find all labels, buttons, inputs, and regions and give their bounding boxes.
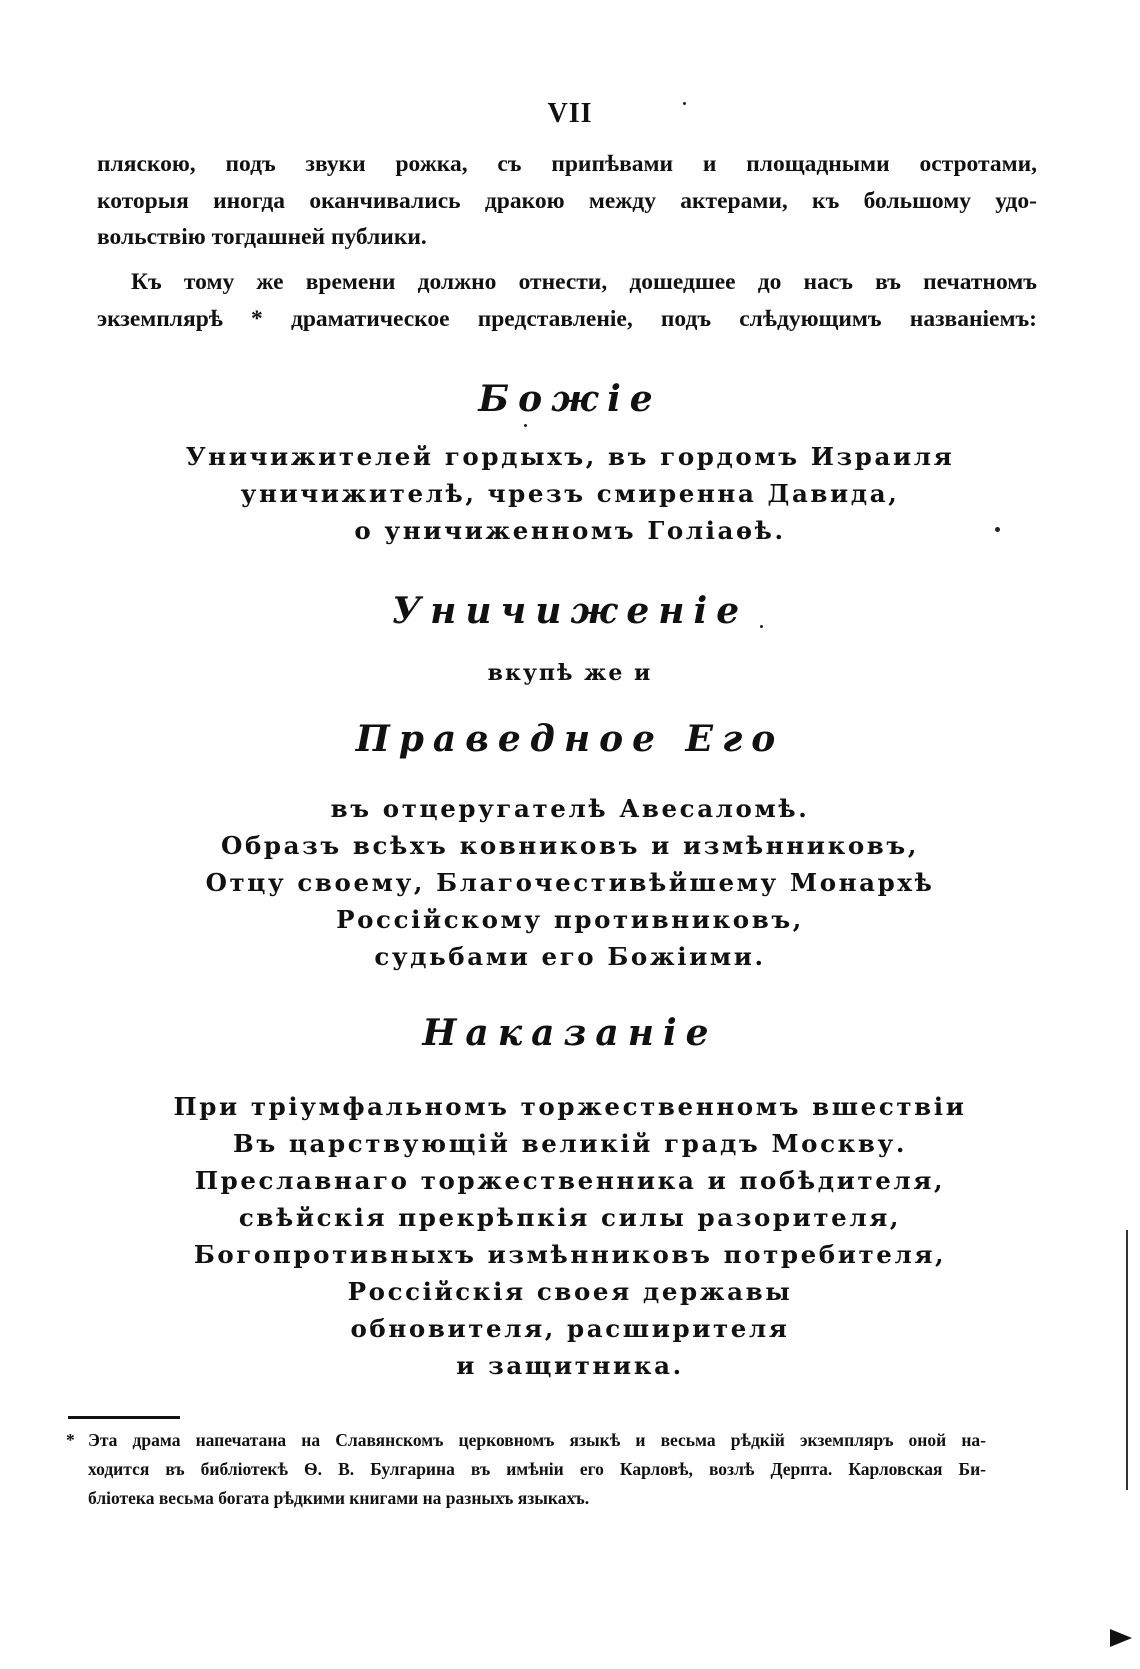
scan-speck	[683, 102, 686, 105]
title-line: Уничижителей гордыхъ, въ гордомъ Израиля	[185, 442, 955, 471]
title-line: Отцу своему, Благочестивѣйшему Монархѣ	[205, 868, 935, 897]
title-heading-nakazanie: Наказаніе	[422, 1012, 718, 1054]
text-line: вольствію тогдашней публики.	[97, 224, 427, 250]
footnote	[66, 1426, 986, 1513]
title-heading-pravednoe: Праведное Его	[355, 718, 785, 760]
title-line: о уничиженномъ Голіаѳѣ.	[354, 516, 786, 545]
title-heading-bozhie: Божіе	[478, 378, 662, 420]
title-line: свѣйскія прекрѣпкія силы разорителя,	[238, 1203, 902, 1232]
footnote-line: бліотека весьма богата рѣдкими книгами на разныхъ языкахъ.	[88, 1488, 590, 1508]
paragraph-continuation	[97, 146, 1037, 256]
title-line: обновителя, расширителя	[350, 1314, 790, 1343]
page-number: VII	[547, 98, 593, 129]
title-line: Преславнаго торжественника и побѣдителя,	[194, 1166, 946, 1195]
text-line: которыя иногда оканчивались дракою между актерами, къ большому удо-	[97, 187, 1037, 214]
title-line: и защитника.	[456, 1351, 684, 1380]
paragraph-intro	[97, 264, 1037, 337]
text-line: экземплярѣ * драматическое представленіе, подъ слѣдующимъ названіемъ:	[97, 305, 1037, 332]
footnote-marker: *	[66, 1430, 75, 1450]
title-line: уничижителѣ, чрезъ смиренна Давида,	[240, 479, 900, 508]
footnote-rule	[68, 1416, 180, 1419]
title-line: въ отцеругателѣ Авесаломѣ.	[330, 794, 810, 823]
scan-speck	[524, 424, 527, 427]
scan-speck	[995, 527, 1000, 532]
text-line: Къ тому же времени должно отнести, дошедшее до насъ въ печатномъ	[131, 269, 1037, 295]
title-line: При тріумфальномъ торжественномъ вшествіи	[173, 1092, 967, 1121]
title-line: Россійскому противниковъ,	[336, 905, 804, 934]
scan-corner-arrow	[1110, 1629, 1132, 1647]
footnote-line: Эта драма напечатана на Славянскомъ церковномъ языкѣ и весьма рѣдкій экземпляръ оной на-	[88, 1430, 986, 1450]
title-line: Россійскія своея державы	[347, 1277, 793, 1306]
title-heading-unichizhenie: Уничиженіе	[391, 590, 749, 632]
title-line: Образъ всѣхъ ковниковъ и измѣнниковъ,	[221, 831, 919, 860]
footnote-line: ходится въ библіотекѣ Ѳ. В. Булгарина въ имѣніи его Карловѣ, возлѣ Дерпта. Карловская Би-	[88, 1459, 986, 1479]
title-line: судьбами его Божіими.	[374, 942, 766, 971]
title-line: Въ царствующій великій градъ Москву.	[233, 1129, 907, 1158]
scan-speck	[760, 625, 763, 628]
title-line: Богопротивныхъ измѣнниковъ потребителя,	[193, 1240, 947, 1269]
title-connector: вкупѣ же и	[487, 660, 653, 686]
scan-edge-mark	[1126, 1230, 1128, 1490]
text-line: пляскою, подъ звуки рожка, съ припѣвами и площадными остротами,	[97, 151, 1037, 177]
